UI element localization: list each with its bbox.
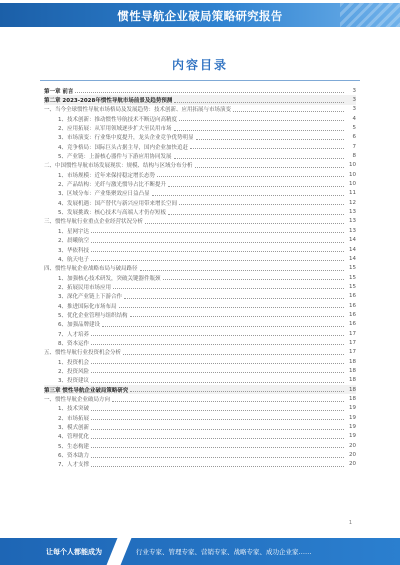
toc-entry-page: 14 [349,255,356,262]
toc-entry-label: 2、投资风险 [58,368,89,375]
toc-entry-label: 1、投资机会 [58,359,89,366]
toc-entry-page: 11 [349,190,356,197]
toc-entry-label: 1、星网宇达 [58,228,89,235]
toc-entry-label: 四、惯性导航企业战略布局与破局路径 [44,266,138,273]
toc-subsection-entry[interactable] [44,123,356,132]
toc-subsection-entry[interactable] [44,142,356,151]
toc-entry-page: 10 [349,162,356,169]
toc-entry-page: 10 [349,181,356,188]
toc-leader-dots [195,167,344,168]
report-header [0,0,400,30]
toc-subsection-entry[interactable] [44,170,356,179]
toc-entry-label: 6、加强品牌建设 [58,322,100,329]
toc-subsection-entry[interactable] [44,329,356,338]
toc-subsection-entry[interactable] [44,179,356,188]
toc-entry-label: 三、惯性导航行业重点企业经营状况分析 [44,219,144,226]
page-number: 1 [348,520,352,526]
toc-leader-dots [91,251,344,252]
toc-entry-label: 第二章 2023-2028年惯性导航市场前景及趋势预测 [44,98,173,105]
toc-leader-dots [91,466,344,467]
toc-entry-page: 18 [349,396,356,403]
toc-entry-page: 16 [349,302,356,309]
toc-entry-page: 19 [349,424,356,431]
toc-section-entry[interactable] [44,264,356,273]
toc-entry-page: 15 [349,283,356,290]
toc-entry-page: 13 [349,227,356,234]
toc-entry-page: 12 [349,199,356,206]
toc-entry-page: 18 [349,386,356,393]
toc-subsection-entry[interactable] [44,245,356,254]
toc-leader-dots [91,344,344,345]
toc-leader-dots [140,270,344,271]
toc-entry-label: 5、产业链：上游核心器件与下游应用协同发展 [58,154,172,161]
toc-entry-page: 13 [349,218,356,225]
toc-leader-dots [123,354,344,355]
toc-leader-dots [112,401,344,402]
toc-entry-label: 4、管理优化 [58,434,89,441]
toc-leader-dots [179,120,344,121]
toc-leader-dots [163,279,344,280]
toc-entry-label: 7、人才支撑 [58,462,89,469]
toc-leader-dots [119,307,344,308]
toc-entry-label: 4、推进国际化市场布局 [58,303,117,310]
toc-entry-page: 15 [349,274,356,281]
toc-entry-page: 13 [349,209,356,216]
toc-entry-label: 3、华依科技 [58,247,89,254]
toc-entry-page: 10 [349,171,356,178]
toc-subsection-entry[interactable] [44,432,356,441]
toc-leader-dots [91,438,344,439]
toc-leader-dots [152,195,344,196]
toc-subsection-entry[interactable] [44,292,356,301]
table-of-contents [44,86,356,469]
toc-entry-label: 5、发展挑战：核心技术与高端人才仍存短板 [58,210,167,217]
toc-title: 内容目录 [171,58,228,72]
toc-entry-page: 16 [349,321,356,328]
toc-leader-dots [91,457,344,458]
toc-subsection-entry[interactable] [44,151,356,160]
toc-entry-page: 3 [352,106,356,113]
toc-leader-dots [91,232,344,233]
toc-section-entry[interactable] [44,105,356,114]
toc-leader-dots [91,419,344,420]
toc-leader-dots [174,130,344,131]
toc-entry-page: 14 [349,246,356,253]
toc-entry-page: 15 [349,265,356,272]
toc-entry-page: 19 [349,414,356,421]
toc-leader-dots [174,158,344,159]
toc-subsection-entry[interactable] [44,226,356,235]
toc-subsection-entry[interactable] [44,357,356,366]
toc-leader-dots [145,223,344,224]
toc-entry-label: 2、市场拓展 [58,415,89,422]
toc-subsection-entry[interactable] [44,404,356,413]
toc-entry-page: 18 [349,367,356,374]
toc-entry-label: 3、市场演变：行业集中度提升，龙头企业竞争优势明显 [58,135,194,142]
toc-leader-dots [75,92,344,93]
toc-entry-label: 3、模式创新 [58,425,89,432]
toc-entry-page: 18 [349,377,356,384]
toc-leader-dots [130,391,344,392]
toc-subsection-entry[interactable] [44,273,356,282]
toc-subsection-entry[interactable] [44,282,356,291]
toc-entry-page: 8 [352,153,356,160]
toc-leader-dots [196,139,344,140]
toc-section-entry[interactable] [44,217,356,226]
toc-entry-label: 1、技术突破 [58,406,89,413]
toc-entry-page: 5 [352,125,356,132]
toc-entry-label: 二、中国惯性导航市场发展现状：规模、结构与区域分布分析 [44,163,193,170]
toc-entry-page: 3 [352,87,356,94]
toc-leader-dots [91,410,344,411]
toc-entry-label: 2、拓展民用市场应用 [58,284,111,291]
toc-entry-label: 第一章 前言 [44,88,74,95]
toc-leader-dots [168,186,344,187]
toc-entry-label: 1、市场规模：近年来保持稳定增长态势 [58,172,156,179]
toc-entry-label: 第三章 惯性导航企业破局策略研究 [44,387,129,394]
toc-leader-dots [168,214,344,215]
toc-leader-dots [190,148,344,149]
toc-leader-dots [157,176,344,177]
toc-leader-dots [130,316,344,317]
toc-subsection-entry[interactable] [44,254,356,263]
toc-entry-page: 16 [349,311,356,318]
toc-leader-dots [91,372,344,373]
toc-leader-dots [91,363,344,364]
toc-entry-page: 19 [349,405,356,412]
toc-entry-label: 4、发展机遇：国产替代与新兴应用带来增长空间 [58,200,178,207]
toc-entry-label: 2、应用拓展：从军用领域逐步扩大至民用市场 [58,126,172,133]
toc-entry-label: 3、投资建议 [58,378,89,385]
toc-leader-dots [91,242,344,243]
toc-subsection-entry[interactable] [44,366,356,375]
toc-entry-label: 1、加强核心技术研发，突破关键器件瓶颈 [58,275,161,282]
toc-subsection-entry[interactable] [44,189,356,198]
toc-entry-page: 19 [349,433,356,440]
toc-leader-dots [91,260,344,261]
toc-subsection-entry[interactable] [44,320,356,329]
toc-subsection-entry[interactable] [44,376,356,385]
toc-entry-label: 3、区域分布：产业集聚效应日益凸显 [58,191,150,198]
toc-subsection-entry[interactable] [44,114,356,123]
toc-leader-dots [113,288,344,289]
toc-entry-label: 8、资本运作 [58,340,89,347]
toc-subsection-entry[interactable] [44,450,356,459]
toc-subsection-entry[interactable] [44,441,356,450]
toc-entry-label: 一、当今全球惯性导航市场格局及发展趋势：技术创新、应用拓展与市场演变 [44,107,232,114]
toc-entry-page: 16 [349,293,356,300]
toc-subsection-entry[interactable] [44,207,356,216]
toc-leader-dots [179,204,344,205]
toc-entry-label: 5、生态构建 [58,443,89,450]
toc-leader-dots [91,447,344,448]
toc-subsection-entry[interactable] [44,422,356,431]
toc-entry-page: 17 [349,339,356,346]
title-divider [40,80,360,81]
toc-entry-label: 2、产品结构：光纤与激光惯导占比不断提升 [58,182,167,189]
toc-entry-page: 20 [349,442,356,449]
toc-entry-page: 17 [349,349,356,356]
toc-section-entry[interactable] [44,394,356,403]
toc-entry-label: 五、惯性导航行业投资机会分析 [44,350,122,357]
toc-entry-page: 17 [349,330,356,337]
toc-section-entry[interactable] [44,348,356,357]
toc-subsection-entry[interactable] [44,338,356,347]
toc-entry-page: 18 [349,358,356,365]
toc-subsection-entry[interactable] [44,133,356,142]
toc-chapter-entry[interactable] [44,86,356,95]
toc-entry-page: 3 [352,97,356,104]
toc-leader-dots [91,335,344,336]
toc-entry-label: 6、资本助力 [58,453,89,460]
toc-leader-dots [233,111,344,112]
toc-chapter-entry[interactable] [44,385,356,394]
toc-subsection-entry[interactable] [44,413,356,422]
toc-entry-page: 14 [349,237,356,244]
toc-entry-label: 2、晨曦航空 [58,238,89,245]
toc-leader-dots [174,102,344,103]
toc-chapter-entry[interactable] [44,95,356,104]
toc-subsection-entry[interactable] [44,310,356,319]
toc-entry-label: 1、技术创新：推动惯性导航技术不断迈向高精度 [58,116,178,123]
toc-entry-page: 4 [352,115,356,122]
footer-slogan: 让每个人都能成为 [46,548,102,556]
toc-section-entry[interactable] [44,161,356,170]
toc-entry-page: 20 [349,452,356,459]
toc-leader-dots [91,382,344,383]
toc-entry-label: 4、航天电子 [58,256,89,263]
toc-entry-page: 20 [349,461,356,468]
toc-subsection-entry[interactable] [44,236,356,245]
toc-entry-label: 4、竞争格局：国际巨头占据主导，国内企业加快追赶 [58,144,189,151]
toc-subsection-entry[interactable] [44,460,356,469]
toc-leader-dots [91,429,344,430]
toc-entry-label: 一、惯性导航企业破局方向 [44,397,111,404]
footer-tagline: 行业专家、管理专家、营销专家、战略专家、成功企业家…… [136,548,312,556]
report-title: 惯性导航企业破局策略研究报告 [117,9,283,23]
toc-entry-page: 7 [352,143,356,150]
toc-subsection-entry[interactable] [44,301,356,310]
toc-entry-label: 7、人才培养 [58,331,89,338]
toc-subsection-entry[interactable] [44,198,356,207]
toc-entry-label: 5、优化企业管理与组织结构 [58,312,128,319]
toc-leader-dots [102,326,344,327]
toc-leader-dots [124,298,344,299]
toc-entry-label: 3、深化产业链上下游合作 [58,294,123,301]
toc-entry-page: 6 [352,134,356,141]
